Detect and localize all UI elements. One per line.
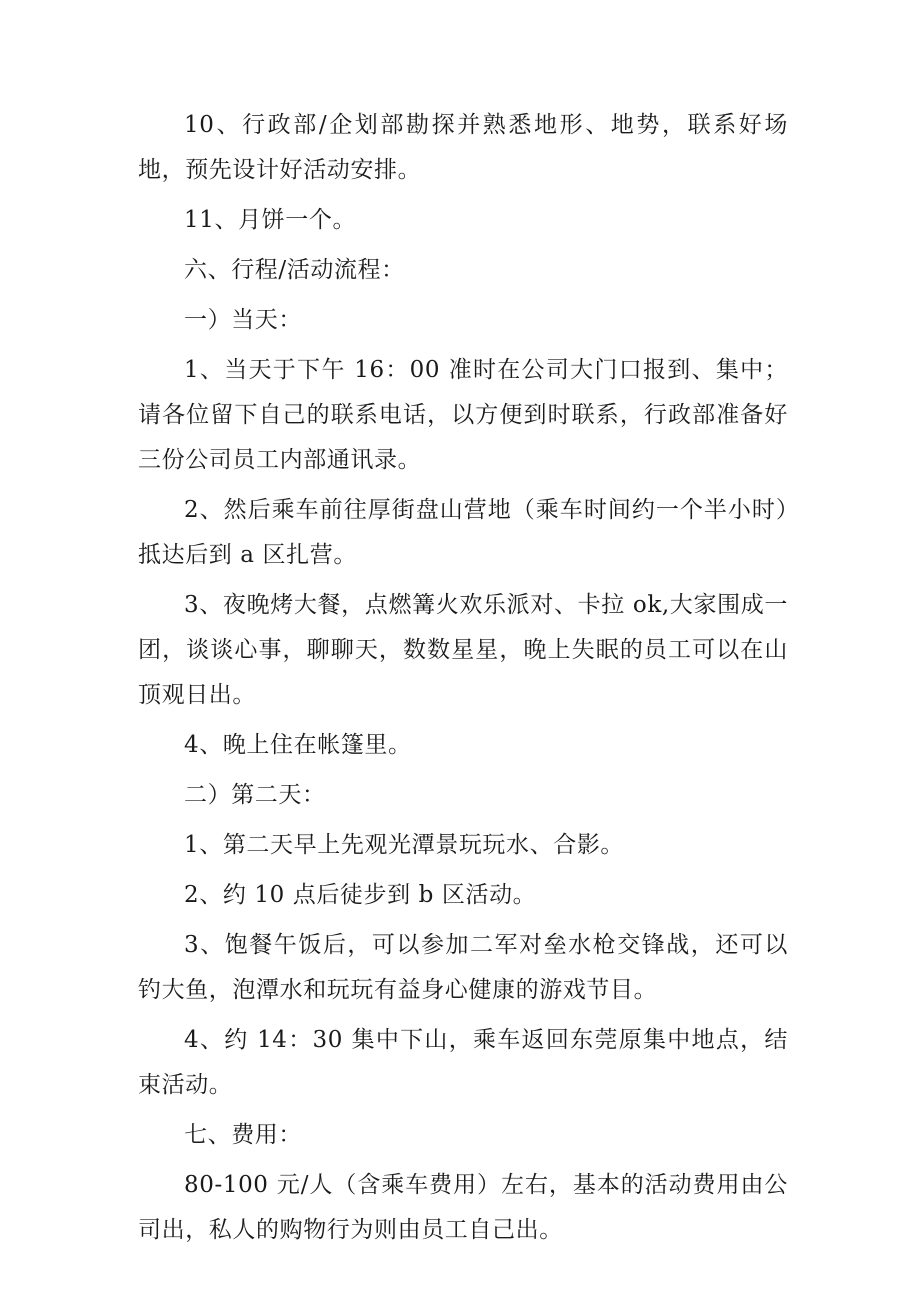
paragraph-day-one-4: 4、晚上住在帐篷里。 bbox=[184, 732, 412, 758]
paragraph-item-10: 10、行政部/企划部勘探并熟悉地形、地势，联系好场地，预先设计好活动安排。 bbox=[138, 112, 788, 183]
paragraph-day-one-3: 3、夜晚烤大餐，点燃篝火欢乐派对、卡拉 ok,大家围成一团，谈谈心事，聊聊天，数数星星，晚上失眠的员工可以在山顶观日出。 bbox=[138, 592, 788, 708]
paragraph-day-one-1: 1、当天于下午 16：00 准时在公司大门口报到、集中；请各位留下自己的联系电话，以方便到时联系，行政部准备好三份公司员工内部通讯录。 bbox=[138, 357, 788, 473]
section-heading-schedule: 六、行程/活动流程： bbox=[184, 257, 405, 283]
paragraph-day-two-4: 4、约 14：30 集中下山，乘车返回东莞原集中地点，结束活动。 bbox=[138, 1027, 788, 1098]
paragraph-day-two-2: 2、约 10 点后徒步到 b 区活动。 bbox=[184, 882, 537, 908]
section-heading-costs: 七、费用： bbox=[184, 1122, 302, 1148]
paragraph-day-two-1: 1、第二天早上先观光潭景玩玩水、合影。 bbox=[184, 832, 625, 858]
document-body bbox=[138, 103, 788, 1253]
paragraph-costs: 80-100 元/人（含乘车费用）左右，基本的活动费用由公司出，私人的购物行为则由员工自己出。 bbox=[138, 1172, 788, 1243]
paragraph-item-11: 11、月饼一个。 bbox=[184, 207, 357, 233]
subheading-day-one: 一）当天： bbox=[184, 307, 302, 333]
paragraph-day-one-2: 2、然后乘车前往厚街盘山营地（乘车时间约一个半小时）抵达后到 a 区扎营。 bbox=[138, 497, 788, 568]
subheading-day-two: 二）第二天： bbox=[184, 782, 326, 808]
paragraph-day-two-3: 3、饱餐午饭后，可以参加二军对垒水枪交锋战，还可以钓大鱼，泡潭水和玩玩有益身心健康的游戏节目。 bbox=[138, 932, 788, 1003]
